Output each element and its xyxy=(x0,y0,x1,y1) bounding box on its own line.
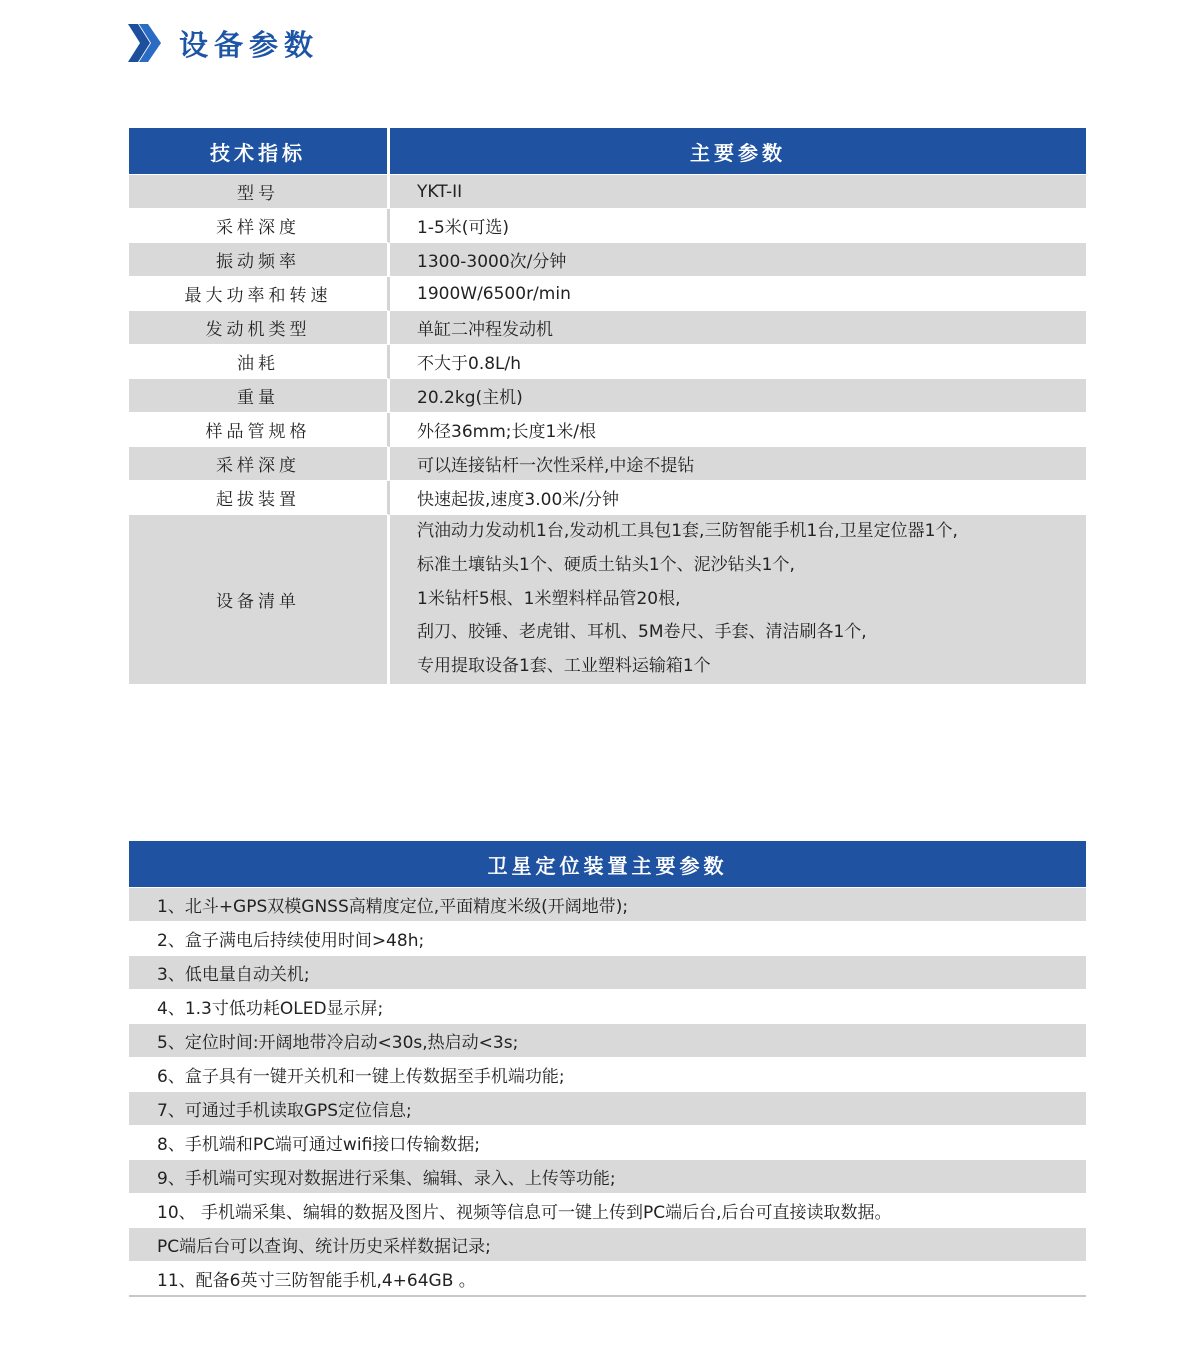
equipment-line: 1米钻杆5根、1米塑料样品管20根, xyxy=(417,588,681,609)
table-row xyxy=(129,447,1086,481)
list-item xyxy=(129,990,1086,1024)
list-item xyxy=(129,922,1086,956)
row-value: 1-5米(可选) xyxy=(390,209,1086,243)
equipment-line: 汽油动力发动机1台,发动机工具包1套,三防智能手机1台,卫星定位器1个, xyxy=(417,521,958,541)
list-item-text: 10、 手机端采集、编辑的数据及图片、视频等信息可一键上传到PC端后台,后台可直接读取数据。 xyxy=(129,1194,1086,1228)
row-value: YKT-II xyxy=(390,175,1086,209)
equipment-line: 专用提取设备1套、工业塑料运输箱1个 xyxy=(417,656,711,677)
row-key: 设备清单 xyxy=(129,515,390,685)
list-item xyxy=(129,1160,1086,1194)
row-value: 单缸二冲程发动机 xyxy=(390,311,1086,345)
row-value xyxy=(390,515,1086,685)
column-header-indicator: 技术指标 xyxy=(129,128,390,175)
row-value: 快速起拔,速度3.00米/分钟 xyxy=(390,481,1086,515)
row-key: 采样深度 xyxy=(129,447,390,481)
row-key: 振动频率 xyxy=(129,243,390,277)
row-key: 最大功率和转速 xyxy=(129,277,390,311)
table-row xyxy=(129,277,1086,311)
table-row xyxy=(129,311,1086,345)
list-item-text: 2、盒子满电后持续使用时间>48h; xyxy=(129,922,1086,956)
list-item-text: 5、定位时间:开阔地带冷启动<30s,热启动<3s; xyxy=(129,1024,1086,1058)
row-key: 发动机类型 xyxy=(129,311,390,345)
row-key: 油耗 xyxy=(129,345,390,379)
section-heading xyxy=(128,22,319,64)
row-key: 样品管规格 xyxy=(129,413,390,447)
row-key: 型号 xyxy=(129,175,390,209)
list-item xyxy=(129,888,1086,922)
spec-table xyxy=(129,128,1086,685)
list-item-text: 7、可通过手机读取GPS定位信息; xyxy=(129,1092,1086,1126)
satellite-table-header xyxy=(129,841,1086,888)
row-value: 不大于0.8L/h xyxy=(390,345,1086,379)
row-key: 重量 xyxy=(129,379,390,413)
list-item xyxy=(129,1194,1086,1228)
list-item-text: PC端后台可以查询、统计历史采样数据记录; xyxy=(129,1228,1086,1262)
satellite-table xyxy=(129,841,1086,1297)
list-item-text: 4、1.3寸低功耗OLED显示屏; xyxy=(129,990,1086,1024)
row-value: 可以连接钻杆一次性采样,中途不提钻 xyxy=(390,447,1086,481)
list-item-text: 6、盒子具有一键开关机和一键上传数据至手机端功能; xyxy=(129,1058,1086,1092)
list-item-text: 9、手机端可实现对数据进行采集、编辑、录入、上传等功能; xyxy=(129,1160,1086,1194)
list-item-text: 3、低电量自动关机; xyxy=(129,956,1086,990)
list-item xyxy=(129,1126,1086,1160)
row-value: 1300-3000次/分钟 xyxy=(390,243,1086,277)
table-row xyxy=(129,175,1086,209)
list-item xyxy=(129,1228,1086,1262)
list-item-text: 8、手机端和PC端可通过wifi接口传输数据; xyxy=(129,1126,1086,1160)
list-item-text: 11、配备6英寸三防智能手机,4+64GB 。 xyxy=(129,1262,1086,1297)
list-item xyxy=(129,956,1086,990)
list-item xyxy=(129,1024,1086,1058)
list-item xyxy=(129,1092,1086,1126)
chevron-right-icon xyxy=(128,24,161,62)
list-item-text: 1、北斗+GPS双模GNSS高精度定位,平面精度米级(开阔地带); xyxy=(129,888,1086,922)
list-item xyxy=(129,1058,1086,1092)
satellite-table-title: 卫星定位装置主要参数 xyxy=(129,841,1086,888)
table-row xyxy=(129,209,1086,243)
row-value: 外径36mm;长度1米/根 xyxy=(390,413,1086,447)
list-item xyxy=(129,1262,1086,1297)
table-row xyxy=(129,345,1086,379)
column-header-parameters: 主要参数 xyxy=(390,128,1086,175)
row-value: 20.2kg(主机) xyxy=(390,379,1086,413)
table-row xyxy=(129,379,1086,413)
row-key: 起拔装置 xyxy=(129,481,390,515)
table-row xyxy=(129,481,1086,515)
page-title: 设备参数 xyxy=(179,27,320,62)
row-key: 采样深度 xyxy=(129,209,390,243)
table-row xyxy=(129,413,1086,447)
table-row xyxy=(129,243,1086,277)
equipment-list-row xyxy=(129,515,1086,685)
equipment-line: 标准土壤钻头1个、硬质土钻头1个、泥沙钻头1个, xyxy=(417,554,795,575)
equipment-line: 刮刀、胶锤、老虎钳、耳机、5M卷尺、手套、清洁刷各1个, xyxy=(417,622,867,643)
spec-table-header xyxy=(129,128,1086,175)
row-value: 1900W/6500r/min xyxy=(390,277,1086,311)
